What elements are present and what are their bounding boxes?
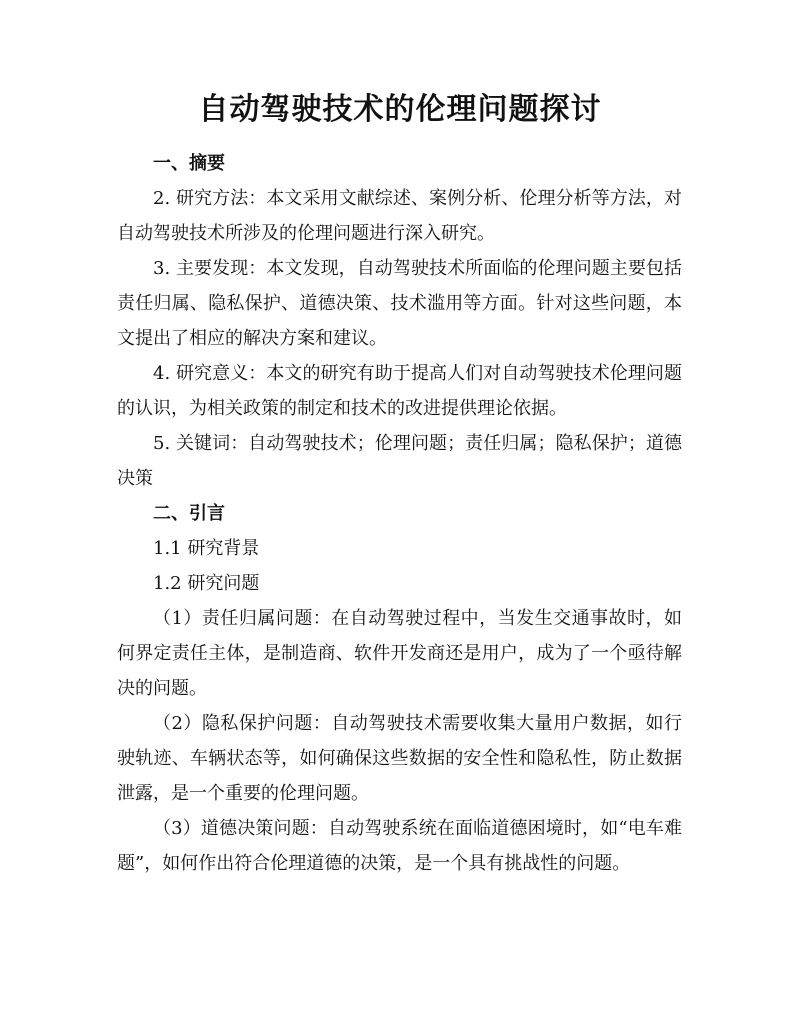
subsection-research-questions: 1.2 研究问题	[153, 573, 260, 594]
section-heading-introduction: 二、引言	[153, 503, 225, 524]
paragraph-methods: 2. 研究方法：本文采用文献综述、案例分析、伦理分析等方法，对自动驾驶技术所涉及的伦理问题进行深入研究。	[117, 188, 682, 244]
paragraph-moral-decision: （3）道德决策问题：自动驾驶系统在面临道德困境时，如“电车难题”，如何作出符合伦理道德的决策，是一个具有挑战性的问题。	[117, 818, 682, 874]
paragraph-findings: 3. 主要发现：本文发现，自动驾驶技术所面临的伦理问题主要包括责任归属、隐私保护、道德决策、技术滥用等方面。针对这些问题，本文提出了相应的解决方案和建议。	[117, 258, 682, 349]
section-heading-abstract: 一、摘要	[153, 153, 225, 174]
paragraph-responsibility: （1）责任归属问题：在自动驾驶过程中，当发生交通事故时，如何界定责任主体，是制造商、软件开发商还是用户，成为了一个亟待解决的问题。	[117, 608, 682, 699]
subsection-background: 1.1 研究背景	[153, 538, 260, 559]
document-title: 自动驾驶技术的伦理问题探讨	[198, 92, 602, 127]
document-body	[117, 146, 682, 881]
paragraph-privacy: （2）隐私保护问题：自动驾驶技术需要收集大量用户数据，如行驶轨迹、车辆状态等，如何确保这些数据的安全性和隐私性，防止数据泄露，是一个重要的伦理问题。	[117, 713, 682, 804]
paragraph-significance: 4. 研究意义：本文的研究有助于提高人们对自动驾驶技术伦理问题的认识，为相关政策的制定和技术的改进提供理论依据。	[117, 363, 682, 419]
paragraph-keywords: 5. 关键词：自动驾驶技术；伦理问题；责任归属；隐私保护；道德决策	[117, 433, 682, 489]
